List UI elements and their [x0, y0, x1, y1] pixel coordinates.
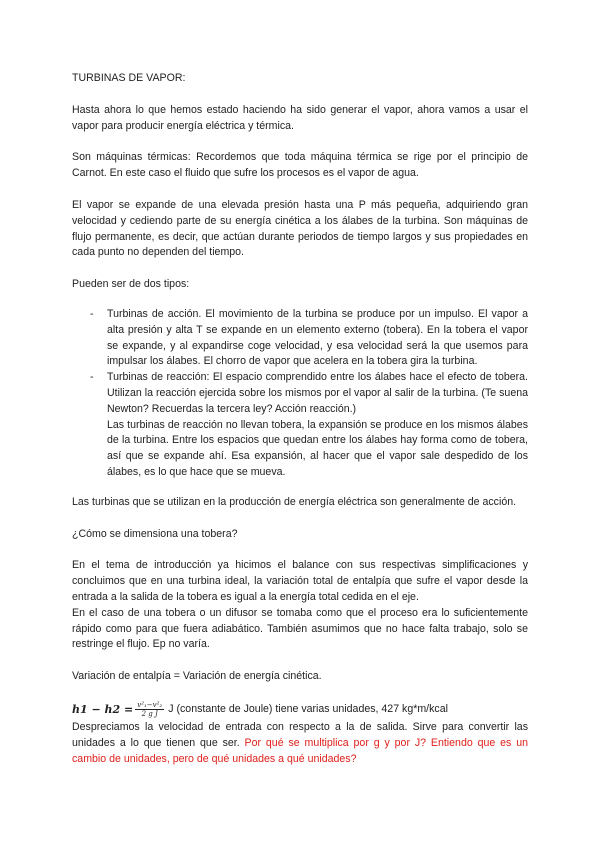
- dash-bullet: -: [90, 307, 94, 320]
- paragraph-desprecio-text: Despreciamos la velocidad de entrada con respecto a la de salida. Sirve para convertir las unidades a lo que tienen que ser.: [72, 720, 528, 749]
- turbine-types-list: [72, 307, 528, 481]
- paragraph-balance: En el tema de introducción ya hicimos el balance con sus respectivas simplificaciones y concluimos que en una turbina ideal, la variación total de entalpía que sufre el vapor desde la entrada a la salida de la tobera es igual a la energía total cedida en el eje.: [72, 559, 528, 603]
- paragraph-maquinas-termicas: Son máquinas térmicas: Recordemos que toda máquina térmica se rige por el principio de Carnot. En este caso el fluido que sufre los procesos es el vapor de agua.: [72, 151, 528, 180]
- formula-line: [72, 701, 528, 718]
- paragraph-variacion: Variación de entalpía = Variación de energía cinética.: [72, 670, 322, 683]
- paragraph-intro: Hasta ahora lo que hemos estado haciendo ha sido generar el vapor, ahora vamos a usar el vapor para producir energía eléctrica y térmica.: [72, 103, 528, 132]
- formula-numerator: v²₁−v²₂: [137, 700, 163, 709]
- section-heading: TURBINAS DE VAPOR:: [72, 72, 186, 84]
- paragraph-tipos: Pueden ser de dos tipos:: [72, 278, 190, 291]
- dash-bullet: -: [90, 371, 94, 384]
- formula-description: J (constante de Joule) tiene varias unidades, 427 kg*m/kcal: [168, 703, 448, 716]
- formula-denominator: 2 g J: [141, 709, 158, 718]
- list-item-reaccion: [72, 370, 528, 481]
- formula-fraction: [135, 701, 164, 718]
- question-highlight-red: Por qué se multiplica por g y por J? Entiendo que es un cambio de unidades, pero de qué unidades a qué unidades?: [72, 736, 528, 765]
- paragraph-pregunta: ¿Cómo se dimensiona una tobera?: [72, 527, 238, 540]
- list-item-accion-text: Turbinas de acción. El movimiento de la turbina se produce por un impulso. El vapor a alta presión y alta T se expande en un elemento externo (tobera). En la tobera el vapor se expande, y al expandirse coge velocidad, y esa velocidad será la que usemos para impulsar los álabes. El chorro de vapor que acelera en la tobera gira la turbina.: [107, 307, 528, 368]
- paragraph-desprecio: [72, 720, 528, 767]
- paragraph-expansion: El vapor se expande de una elevada presión hasta una P más pequeña, adquiriendo gran velocidad y cediendo parte de su energía cinética a los álabes de la turbina. Son máquinas de flujo permanente, es decir, que actúan durante periodos de tiempo largos y sus propiedades en cada punto no dependen del tiempo.: [72, 198, 528, 259]
- list-item-reaccion-continuation: Las turbinas de reacción no llevan tobera, la expansión se produce en los mismos álabes de la turbina. Entre los espacios que quedan entre los álabes hay forma como de tobera, así que se expande ahí. Esa expansión, al hacer que el vapor sale despedido de los álabes, es lo que hace que se mueva.: [107, 418, 528, 478]
- document-body: [72, 71, 528, 767]
- formula-lhs: h1 − h2 =: [72, 703, 134, 717]
- paragraph-difusor: En el caso de una tobera o un difusor se tomaba como que el proceso era lo suficientemente rápido como para que fuera adiabático. También asumimos que no hace falta trabajo, solo se restringe el flujo. Ep no varía.: [72, 606, 528, 651]
- paragraph-generalmente: Las turbinas que se utilizan en la producción de energía eléctrica son generalmente de acción.: [72, 495, 517, 508]
- list-item-accion: [72, 307, 528, 370]
- list-item-reaccion-text: Turbinas de reacción: El espacio comprendido entre los álabes hace el efecto de tobera. Utilizan la reacción ejercida sobre los mismos por el vapor al salir de la turbina. (Te suena Newton? Recuerdas la tercera ley? Acción reacción.): [107, 371, 528, 415]
